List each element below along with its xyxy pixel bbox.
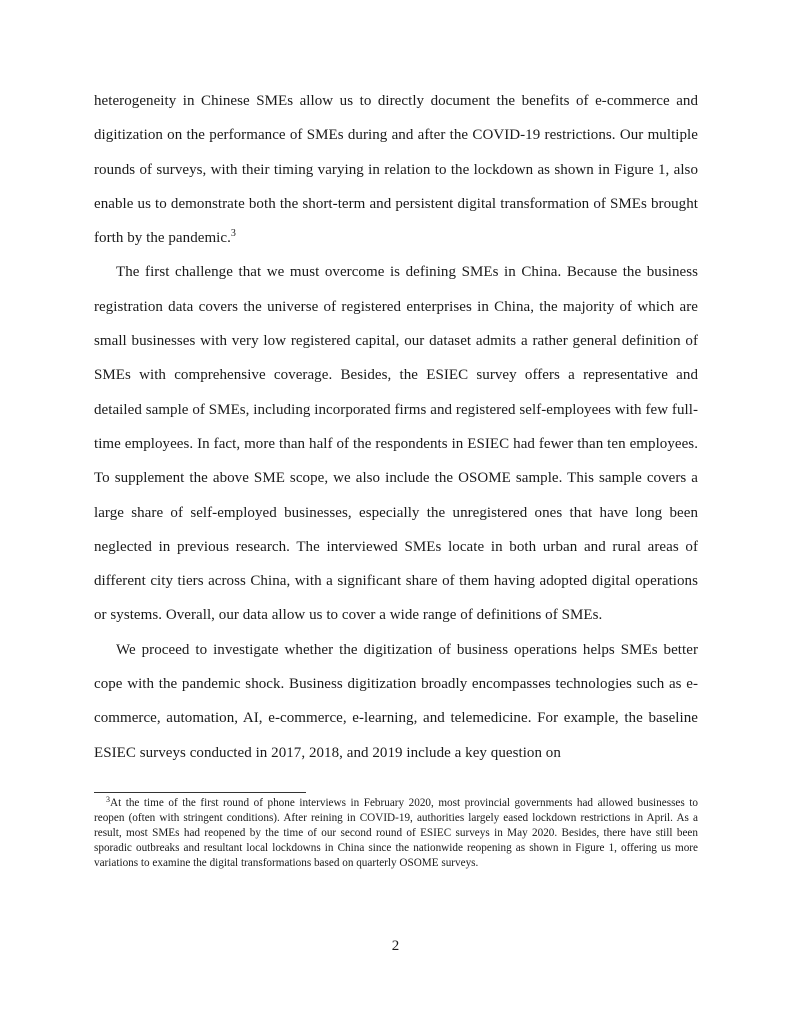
footnote-reference-mark: 3 (230, 228, 236, 240)
footnote-text: At the time of the first round of phone interviews in February 2020, most provincial governments had allowed businesses to reopen (often with stringent conditions). After reining in COVID-19, authorities largely eased lockdown restrictions in April. As a result, most SMEs had reopened by the time of our second round of ESIEC surveys in May 2020. Besides, there have still been sporadic outbreaks and resultant local lockdowns in China since the nationwide reopening as shown in Figure 1, offering us more variations to examine the digital transformations based on quarterly OSOME surveys. (94, 797, 698, 870)
paragraph-2: The first challenge that we must overcome is defining SMEs in China. Because the business registration data covers the universe of registered enterprises in China, the majority of which are small businesses with very low registered capital, our dataset admits a rather general definition of SMEs with comprehensive coverage. Besides, the ESIEC survey offers a representative and detailed sample of SMEs, including incorporated firms and registered self-employees with few full-time employees. In fact, more than half of the respondents in ESIEC had fewer than ten employees. To supplement the above SME scope, we also include the OSOME sample. This sample covers a large share of self-employed businesses, especially the unregistered ones that have long been neglected in previous research. The interviewed SMEs locate in both urban and rural areas of different city tiers across China, with a significant share of them having adopted digital operations or systems. Overall, our data allow us to cover a wide range of definitions of SMEs. (94, 264, 698, 624)
footnote-mark: 3 (106, 795, 110, 804)
page-number: 2 (391, 938, 400, 954)
paragraph-1-text: heterogeneity in Chinese SMEs allow us to directly document the benefits of e-commerce and digitization on the performance of SMEs during and after the COVID-19 restrictions. Our multiple rounds of surveys, with their timing varying in relation to the lockdown as shown in Figure 1, also enable us to demonstrate both the short-term and persistent digital transformation of SMEs brought forth by the pandemic. (94, 93, 698, 247)
footnote-paragraph (94, 796, 698, 871)
main-body-text (94, 84, 698, 770)
paragraph-3: We proceed to investigate whether the digitization of business operations helps SMEs better cope with the pandemic shock. Business digitization broadly encompasses technologies such as e-commerce, automation, AI, e-commerce, e-learning, and telemedicine. For example, the baseline ESIEC surveys conducted in 2017, 2018, and 2019 include a key question on (94, 641, 698, 761)
footnote-rule (94, 792, 306, 793)
footnote (94, 796, 698, 871)
paragraph-1 (94, 84, 698, 255)
